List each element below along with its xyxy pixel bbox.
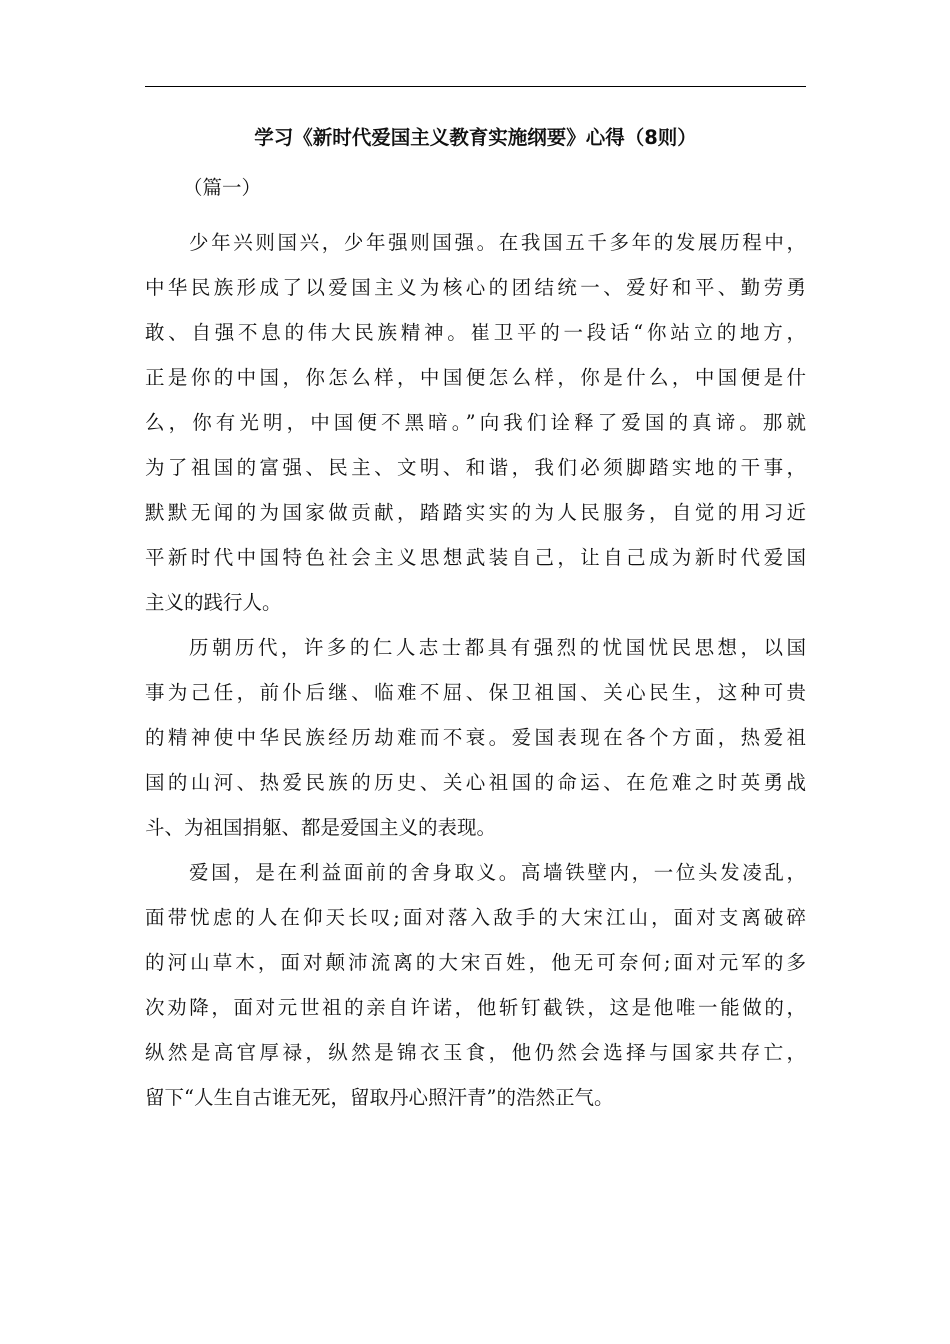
- text-line: 主义的践行人。: [145, 591, 282, 614]
- text-line: 斗、为祖国捐躯、都是爱国主义的表现。: [145, 816, 497, 839]
- text-line: 中华民族形成了以爱国主义为核心的团结统一、爱好和平、勤劳勇: [145, 276, 806, 299]
- text-line: 国的山河、热爱民族的历史、关心祖国的命运、在危难之时英勇战: [145, 771, 806, 794]
- text-line: 纵然是高官厚禄，纵然是锦衣玉食，他仍然会选择与国家共存亡，: [145, 1041, 806, 1064]
- text-line: 的河山草木，面对颠沛流离的大宋百姓，他无可奈何;面对元军的多: [145, 951, 806, 974]
- header-rule: [145, 86, 806, 87]
- text-line: 次劝降，面对元世祖的亲自许诺，他斩钉截铁，这是他唯一能做的，: [145, 996, 806, 1019]
- text-line: 留下“人生自古谁无死，留取丹心照汗青”的浩然正气。: [145, 1086, 614, 1109]
- text-line: 敢、自强不息的伟大民族精神。崔卫平的一段话“你站立的地方，: [145, 321, 806, 344]
- text-line: 历朝历代，许多的仁人志士都具有强烈的忧国忧民思想，以国: [189, 636, 806, 659]
- text-line: 少年兴则国兴，少年强则国强。在我国五千多年的发展历程中，: [189, 231, 806, 254]
- text-line: 爱国，是在利益面前的舍身取义。高墙铁壁内，一位头发凌乱，: [189, 861, 806, 884]
- text-line: 面带忧虑的人在仰天长叹;面对落入敌手的大宋江山，面对支离破碎: [145, 906, 806, 929]
- text-line: 为了祖国的富强、民主、文明、和谐，我们必须脚踏实地的干事，: [145, 456, 806, 479]
- text-line: 默默无闻的为国家做贡献，踏踏实实的为人民服务，自觉的用习近: [145, 501, 806, 524]
- section-label: （篇一）: [183, 176, 262, 199]
- text-line: 正是你的中国，你怎么样，中国便怎么样，你是什么，中国便是什: [145, 366, 806, 389]
- text-line: 的精神使中华民族经历劫难而不衰。爱国表现在各个方面，热爱祖: [145, 726, 806, 749]
- document-title: 学习《新时代爱国主义教育实施纲要》心得（8则）: [254, 126, 697, 149]
- text-line: 事为己任，前仆后继、临难不屈、保卫祖国、关心民生，这种可贵: [145, 681, 806, 704]
- text-line: 么，你有光明，中国便不黑暗。”向我们诠释了爱国的真谛。那就: [145, 411, 806, 434]
- text-line: 平新时代中国特色社会主义思想武装自己，让自己成为新时代爱国: [145, 546, 806, 569]
